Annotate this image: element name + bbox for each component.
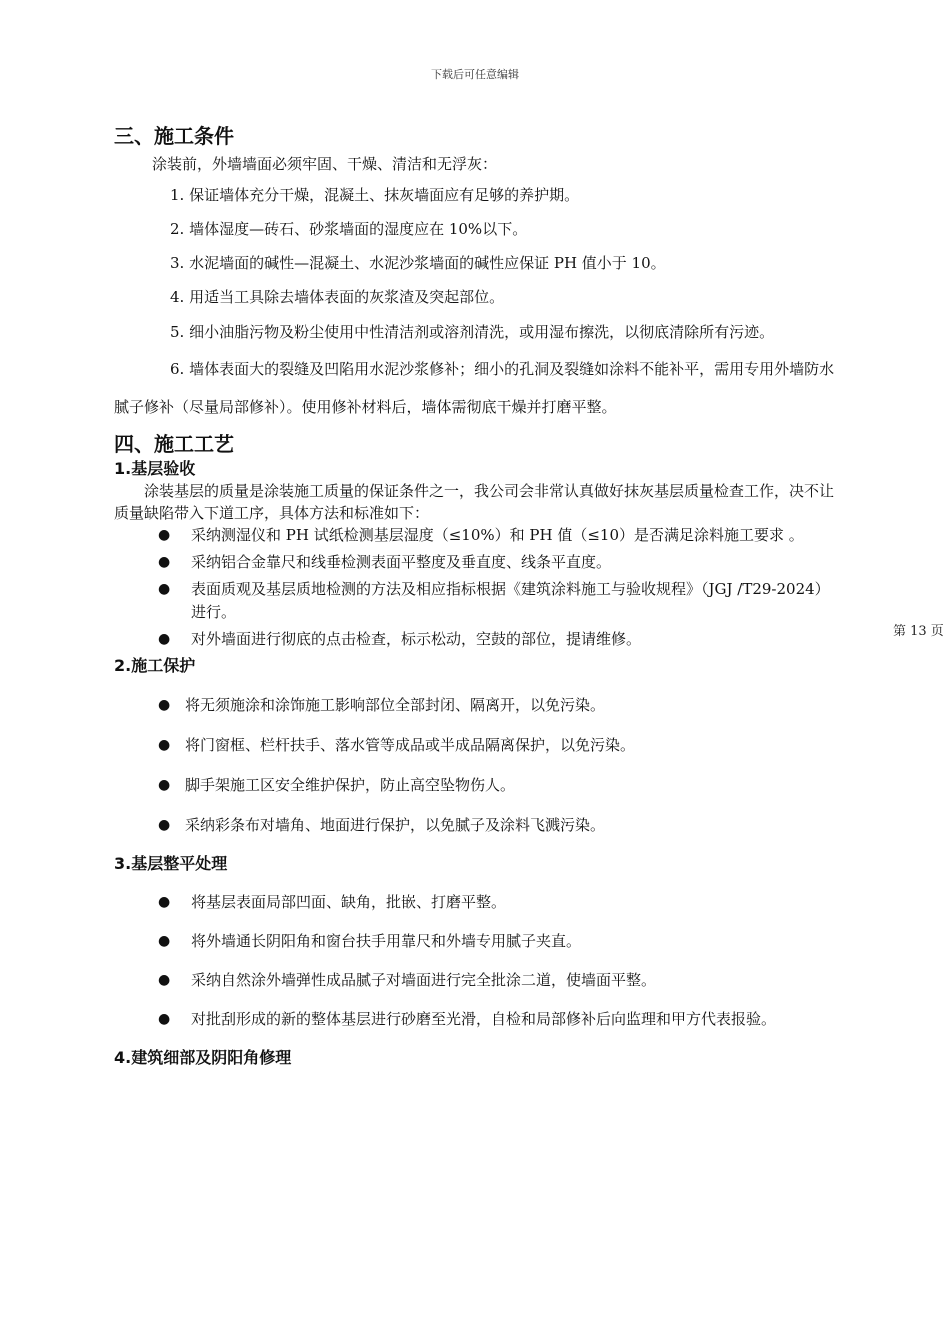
section-3-intro: 涂装前，外墙墙面必须牢固、干燥、清洁和无浮灰：	[152, 155, 498, 173]
list-item	[114, 551, 838, 574]
list-item	[114, 765, 838, 805]
list-item	[114, 628, 838, 651]
list-item	[114, 685, 838, 725]
list-item-text: 将无须施涂和涂饰施工影响部位全部封闭、隔离开，以免污染。	[185, 696, 606, 714]
list-item	[114, 961, 838, 1000]
condition-item: 3. 水泥墙面的碱性—混凝土、水泥沙浆墙面的碱性应保证 PH 值小于 10。	[170, 254, 666, 272]
bullet-icon: ●	[158, 1011, 171, 1027]
list-item	[114, 1000, 838, 1039]
list-item-text: 表面质观及基层质地检测的方法及相应指标根据《建筑涂料施工与验收规程》（JGJ /T29-2024）进行。	[191, 580, 830, 621]
bullet-icon: ●	[158, 737, 171, 753]
list-item	[114, 524, 838, 547]
bullet-icon: ●	[158, 527, 171, 543]
condition-item: 5. 细小油脂污物及粉尘使用中性清洁剂或溶剂清洗，或用湿布擦洗，以彻底清除所有污迹。	[170, 323, 775, 341]
bullet-icon: ●	[158, 894, 171, 910]
bullet-icon: ●	[158, 581, 171, 597]
bullet-icon: ●	[158, 933, 171, 949]
bullet-list	[114, 883, 838, 1039]
section-3-title: 三、施工条件	[114, 124, 234, 148]
section-4-title: 四、施工工艺	[114, 432, 234, 456]
document-body	[114, 122, 838, 1069]
list-item-text: 对外墙面进行彻底的点击检查，标示松动，空鼓的部位，提请维修。	[191, 630, 642, 648]
bullet-icon: ●	[158, 697, 171, 713]
header-note: 下载后可任意编辑	[431, 68, 519, 81]
subsection-body: 涂装基层的质量是涂装施工质量的保证条件之一，我公司会非常认真做好抹灰基层质量检查工作，决不让质量缺陷带入下道工序，具体方法和标准如下：	[114, 482, 835, 522]
list-item-text: 将基层表面局部凹面、缺角，批嵌、打磨平整。	[191, 893, 507, 911]
list-item	[114, 725, 838, 765]
bullet-icon: ●	[158, 972, 171, 988]
list-item	[114, 922, 838, 961]
list-item-text: 将外墙通长阴阳角和窗台扶手用靠尺和外墙专用腻子夹直。	[191, 932, 582, 950]
page-number: 第 13 页	[893, 624, 944, 639]
list-item-text: 将门窗框、栏杆扶手、落水管等成品或半成品隔离保护，以免污染。	[185, 736, 636, 754]
subsection-title: 4.建筑细部及阴阳角修理	[114, 1048, 292, 1067]
bullet-list	[114, 685, 838, 845]
condition-item: 2. 墙体湿度—砖石、砂浆墙面的湿度应在 10%以下。	[170, 220, 528, 238]
list-item-text: 采纳铝合金靠尺和线垂检测表面平整度及垂直度、线条平直度。	[191, 553, 612, 571]
bullet-icon: ●	[158, 631, 171, 647]
subsection-title: 2.施工保护	[114, 656, 196, 675]
list-item-text: 采纳彩条布对墙角、地面进行保护，以免腻子及涂料飞溅污染。	[185, 816, 606, 834]
condition-item: 6. 墙体表面大的裂缝及凹陷用水泥沙浆修补；细小的孔洞及裂缝如涂料不能补平，需用专用外墙防水腻子修补（尽量局部修补）。使用修补材料后，墙体需彻底干燥并打磨平整。	[114, 360, 835, 416]
bullet-icon: ●	[158, 817, 171, 833]
condition-item: 1. 保证墙体充分干燥，混凝土、抹灰墙面应有足够的养护期。	[170, 186, 580, 204]
list-item-text: 脚手架施工区安全维护保护，防止高空坠物伤人。	[185, 776, 516, 794]
list-item	[114, 883, 838, 922]
list-item-text: 采纳测湿仪和 PH 试纸检测基层湿度（≤10%）和 PH 值（≤10）是否满足涂料施工要求 。	[191, 526, 804, 544]
bullet-icon: ●	[158, 554, 171, 570]
subsection-title: 3.基层整平处理	[114, 854, 228, 873]
list-item	[114, 578, 838, 624]
condition-item: 4. 用适当工具除去墙体表面的灰浆渣及突起部位。	[170, 288, 505, 306]
bullet-list	[114, 524, 838, 651]
list-item	[114, 805, 838, 845]
list-item-text: 采纳自然涂外墙弹性成品腻子对墙面进行完全批涂二道，使墙面平整。	[191, 971, 657, 989]
list-item-text: 对批刮形成的新的整体基层进行砂磨至光滑，自检和局部修补后向监理和甲方代表报验。	[191, 1010, 777, 1028]
bullet-icon: ●	[158, 777, 171, 793]
subsection-title: 1.基层验收	[114, 459, 196, 478]
